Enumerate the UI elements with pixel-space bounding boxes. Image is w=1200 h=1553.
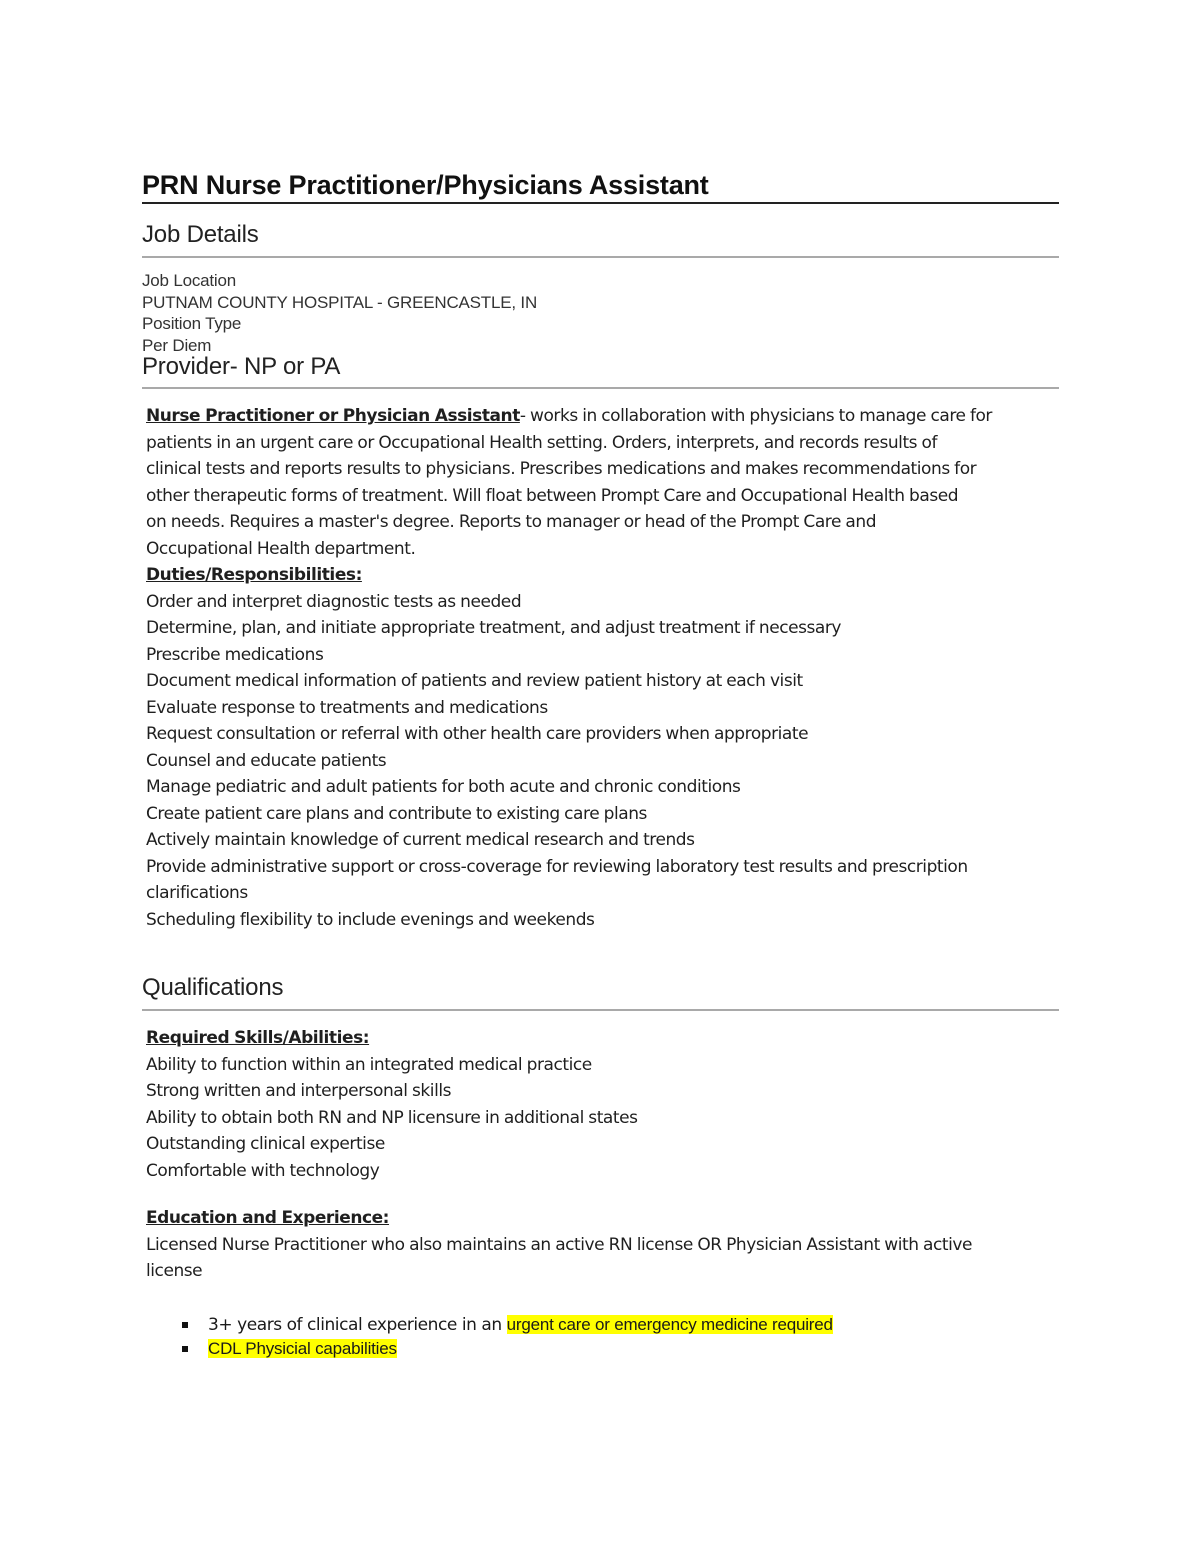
intro-first-line — [146, 403, 1059, 430]
position-type-value: Per Diem — [142, 335, 212, 355]
intro-line: clinical tests and reports results to physicians. Prescribes medications and makes recommendations for — [146, 459, 977, 479]
skill-item: Comfortable with technology — [146, 1160, 380, 1181]
duty-item: Scheduling flexibility to include evenings and weekends — [146, 909, 595, 930]
duty-item: Manage pediatric and adult patients for both acute and chronic conditions — [146, 777, 741, 797]
duty-item: Document medical information of patients and review patient history at each visit — [146, 671, 803, 691]
education-line: Licensed Nurse Practitioner who also maintains an active RN license OR Physician Assistant with active — [146, 1234, 972, 1255]
job-details-heading: Job Details — [142, 221, 259, 248]
highlighted-text: urgent care or emergency medicine required — [506, 1314, 833, 1334]
skill-item: Ability to obtain both RN and NP licensure in additional states — [146, 1107, 638, 1128]
skill-item: Ability to function within an integrated medical practice — [146, 1054, 592, 1075]
duty-item: Counsel and educate patients — [146, 750, 387, 771]
provider-heading: Provider- NP or PA — [142, 353, 341, 380]
document-page — [142, 168, 1059, 1361]
intro-line: patients in an urgent care or Occupational Health setting. Orders, interprets, and records results of — [146, 432, 938, 453]
highlighted-text: CDL Physicial capabilities — [208, 1338, 397, 1358]
skill-item: Strong written and interpersonal skills — [146, 1081, 452, 1101]
intro-line: on needs. Requires a master's degree. Reports to manager or head of the Prompt Care and — [146, 512, 877, 532]
duty-item: Determine, plan, and initiate appropriate treatment, and adjust treatment if necessary — [146, 618, 842, 638]
duty-item: Order and interpret diagnostic tests as needed — [146, 591, 522, 612]
job-meta — [142, 270, 1059, 356]
intro-line: - works in collaboration with physicians to manage care for — [519, 406, 992, 426]
page-title: PRN Nurse Practitioner/Physicians Assistant — [142, 168, 1059, 204]
duty-item: Provide administrative support or cross-coverage for reviewing laboratory test results and prescription — [146, 856, 968, 877]
square-bullet-icon — [182, 1322, 188, 1328]
duty-item: Request consultation or referral with other health care providers when appropriate — [146, 724, 809, 744]
intro-bold-role: Nurse Practitioner or Physician Assistant — [146, 406, 520, 426]
position-type-label: Position Type — [142, 314, 242, 333]
job-location-value: PUTNAM COUNTY HOSPITAL - GREENCASTLE, IN — [142, 292, 538, 312]
qualifications-heading: Qualifications — [142, 974, 284, 1001]
intro-line: other therapeutic forms of treatment. Will float between Prompt Care and Occupational Health based — [146, 485, 959, 506]
duty-item: clarifications — [146, 883, 248, 903]
list-item — [142, 1313, 1059, 1337]
duty-item: Create patient care plans and contribute to existing care plans — [146, 803, 647, 824]
duty-item: Actively maintain knowledge of current medical research and trends — [146, 830, 695, 850]
experience-bullet-list — [142, 1313, 1059, 1361]
duty-item: Prescribe medications — [146, 644, 324, 665]
square-bullet-icon — [182, 1346, 188, 1352]
education-heading: Education and Experience: — [146, 1208, 390, 1228]
job-location-label: Job Location — [142, 271, 237, 290]
spacer — [142, 204, 1059, 220]
duties-heading: Duties/Responsibilities: — [146, 565, 362, 585]
skill-item: Outstanding clinical expertise — [146, 1134, 385, 1154]
bullet-text: 3+ years of clinical experience in an — [208, 1314, 507, 1335]
provider-description — [142, 403, 1059, 933]
qualifications-body — [142, 1025, 1059, 1285]
list-item — [142, 1337, 1059, 1361]
duty-item: Evaluate response to treatments and medications — [146, 697, 548, 718]
intro-line: Occupational Health department. — [146, 538, 416, 559]
skills-heading: Required Skills/Abilities: — [146, 1028, 370, 1048]
education-line: license — [146, 1261, 203, 1281]
